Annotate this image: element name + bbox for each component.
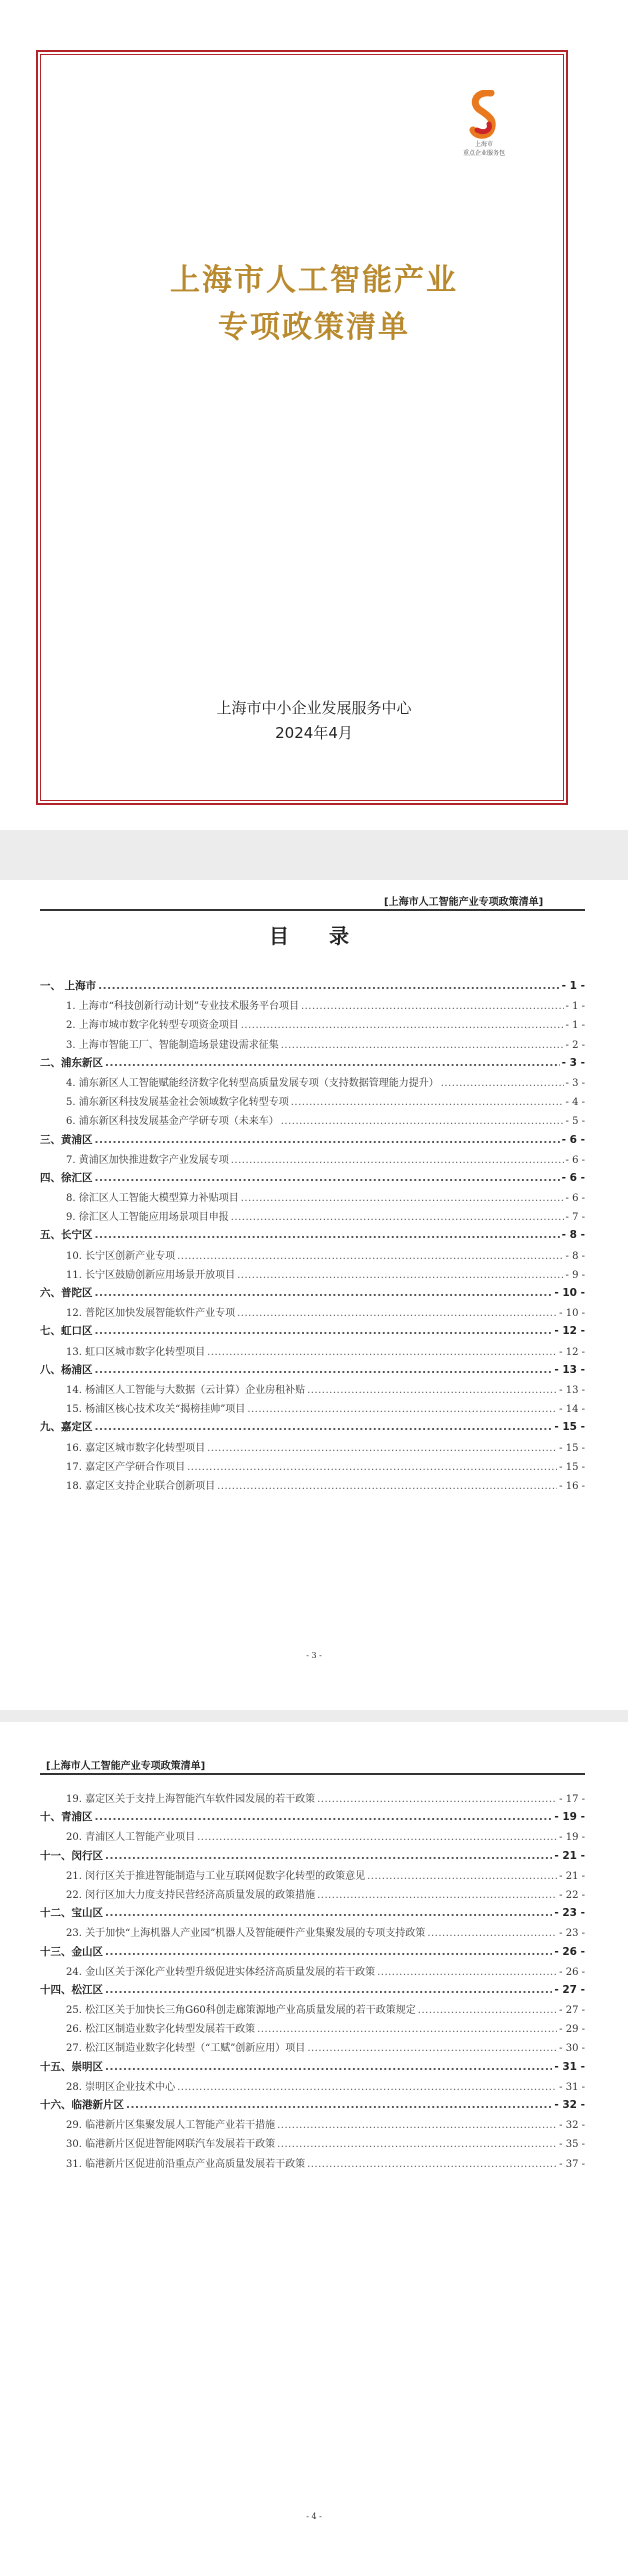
toc-leader-dots: [207, 1347, 557, 1358]
toc-item-entry[interactable]: [40, 1886, 585, 1905]
toc-entry-page: - 23 -: [554, 1907, 585, 1920]
toc-entry-page: - 1 -: [565, 1001, 585, 1013]
toc-entry-label: 17. 嘉定区产学研合作项目: [66, 1461, 186, 1473]
toc-section-entry[interactable]: [40, 1944, 585, 1963]
cover-border-inner: [40, 54, 564, 801]
toc-leader-dots: [231, 1155, 564, 1166]
toc-leader-dots: [177, 2082, 557, 2093]
toc-entry-label: 13. 虹口区城市数字化转型项目: [66, 1346, 206, 1358]
toc-entry-label: 10. 长宁区创新产业专项: [66, 1250, 176, 1262]
toc-leader-dots: [95, 1364, 553, 1376]
toc-leader-dots: [207, 1443, 557, 1454]
toc-entry-label: 5. 浦东新区科技发展基金社会领域数字化转型专项: [66, 1097, 289, 1109]
toc-entry-label: 十六、临港新片区: [40, 2099, 124, 2111]
toc-item-entry[interactable]: [40, 2116, 585, 2135]
toc-item-entry[interactable]: [40, 2039, 585, 2058]
toc-entry-label: 1. 上海市“科技创新行动计划”专业技术服务平台项目: [66, 1001, 299, 1013]
toc-leader-dots: [247, 1404, 557, 1415]
toc-entry-label: 二、浦东新区: [40, 1056, 103, 1069]
toc-entry-page: - 2 -: [565, 1039, 585, 1051]
toc-entry-page: - 7 -: [565, 1212, 585, 1224]
toc-entry-label: 19. 嘉定区关于支持上海智能汽车软件园发展的若干政策: [66, 1794, 316, 1805]
toc-entry-page: - 3 -: [561, 1056, 585, 1069]
toc-section-entry[interactable]: [40, 2059, 585, 2078]
header-rule: [40, 1773, 585, 1775]
toc-entry-page: - 9 -: [565, 1269, 585, 1281]
toc-item-entry[interactable]: [40, 1016, 585, 1035]
toc-entry-page: - 3 -: [565, 1077, 585, 1089]
toc-entry-label: 31. 临港新片区促进前沿重点产业高质量发展若干政策: [66, 2158, 306, 2170]
toc-leader-dots: [317, 1794, 557, 1805]
toc-item-entry[interactable]: [40, 1074, 585, 1093]
toc-leader-dots: [418, 2005, 557, 2016]
toc-item-entry[interactable]: [40, 1828, 585, 1847]
toc-entry-label: 十四、松江区: [40, 1983, 103, 1996]
toc-entry-label: 3. 上海市智能工厂、智能制造场景建设需求征集: [66, 1039, 279, 1051]
toc-section-entry[interactable]: [40, 2097, 585, 2116]
toc-item-entry[interactable]: [40, 1790, 585, 1809]
toc-item-entry[interactable]: [40, 1458, 585, 1477]
toc-entry-page: - 23 -: [559, 1928, 585, 1940]
toc-section-entry[interactable]: [40, 1362, 585, 1381]
toc-item-entry[interactable]: [40, 1400, 585, 1419]
toc-entry-label: 十三、金山区: [40, 1945, 103, 1958]
header-rule: [40, 909, 585, 911]
toc-entry-label: 6. 浦东新区科技发展基金产学研专项（未来车）: [66, 1116, 279, 1128]
toc-entry-label: 八、杨浦区: [40, 1363, 93, 1376]
toc-leader-dots: [95, 1287, 553, 1299]
toc-entry-label: 29. 临港新片区集聚发展人工智能产业若干措施: [66, 2120, 276, 2132]
toc-leader-dots: [98, 980, 560, 992]
toc-item-entry[interactable]: [40, 1189, 585, 1208]
toc-entry-page: - 16 -: [559, 1480, 585, 1492]
toc-leader-dots: [95, 1325, 553, 1337]
toc-item-entry[interactable]: [40, 1247, 585, 1266]
toc-leader-dots: [277, 2120, 557, 2131]
toc-entry-page: - 15 -: [554, 1421, 585, 1434]
toc-section-entry[interactable]: [40, 1132, 585, 1151]
toc-entry-label: 27. 松江区制造业数字化转型（“工赋”创新应用）项目: [66, 2043, 306, 2055]
toc-leader-dots: [95, 1421, 553, 1433]
toc-entry-label: 十一、闵行区: [40, 1849, 103, 1862]
toc-item-entry[interactable]: [40, 1963, 585, 1982]
toc-entry-page: - 6 -: [565, 1193, 585, 1205]
toc-entry-page: - 5 -: [565, 1116, 585, 1128]
toc-entry-label: 8. 徐汇区人工智能大模型算力补贴项目: [66, 1193, 239, 1205]
toc-item-entry[interactable]: [40, 2155, 585, 2174]
toc-list: [40, 1790, 585, 2174]
toc-entry-label: 六、普陀区: [40, 1287, 93, 1299]
toc-entry-page: - 37 -: [559, 2158, 585, 2170]
toc-entry-label: 一、 上海市: [40, 980, 97, 992]
toc-entry-page: - 10 -: [559, 1308, 585, 1320]
toc-entry-page: - 15 -: [559, 1461, 585, 1473]
cover-page: [0, 0, 628, 830]
toc-section-entry[interactable]: [40, 1905, 585, 1924]
toc-leader-dots: [95, 1229, 560, 1241]
toc-leader-dots: [307, 1385, 557, 1396]
toc-leader-dots: [377, 1967, 557, 1978]
toc-entry-label: 2. 上海市城市数字化转型专项资金项目: [66, 1020, 239, 1032]
toc-leader-dots: [427, 1928, 557, 1939]
toc-entry-label: 28. 崇明区企业技术中心: [66, 2081, 176, 2093]
toc-leader-dots: [197, 1832, 557, 1843]
cover-title-line-1: 上海市人工智能产业: [170, 263, 458, 298]
toc-entry-page: - 17 -: [559, 1794, 585, 1805]
logo-line-2: 重点企业服务包: [462, 150, 505, 157]
toc-leader-dots: [237, 1270, 563, 1281]
toc-leader-dots: [95, 1172, 560, 1184]
toc-section-entry[interactable]: [40, 978, 585, 997]
logo-line-1: 上海市: [474, 141, 493, 148]
toc-item-entry[interactable]: [40, 2020, 585, 2039]
toc-leader-dots: [177, 1251, 563, 1262]
toc-leader-dots: [126, 2099, 552, 2111]
toc-entry-label: 21. 闵行区关于推进智能制造与工业互联网促数字化转型的政策意见: [66, 1870, 366, 1882]
toc-leader-dots: [105, 1984, 552, 1996]
toc-entry-label: 16. 嘉定区城市数字化转型项目: [66, 1442, 206, 1454]
page-number: - 4 -: [306, 2512, 322, 2521]
toc-entry-label: 26. 松江区制造业数字化转型发展若干政策: [66, 2024, 256, 2036]
toc-entry-page: - 32 -: [554, 2099, 585, 2111]
toc-item-entry[interactable]: [40, 1924, 585, 1943]
toc-item-entry[interactable]: [40, 1208, 585, 1227]
toc-item-entry[interactable]: [40, 1439, 585, 1458]
toc-entry-page: - 31 -: [554, 2060, 585, 2073]
service-logo: [455, 90, 513, 158]
toc-leader-dots: [301, 1001, 564, 1012]
toc-leader-dots: [231, 1212, 564, 1223]
toc-leader-dots: [187, 1462, 557, 1473]
toc-item-entry[interactable]: [40, 1151, 585, 1170]
toc-section-entry[interactable]: [40, 1227, 585, 1246]
toc-entry-page: - 4 -: [565, 1097, 585, 1109]
toc-entry-page: - 1 -: [565, 1020, 585, 1032]
toc-item-entry[interactable]: [40, 2001, 585, 2020]
toc-section-entry[interactable]: [40, 1170, 585, 1189]
toc-entry-label: 23. 关于加快“上海机器人产业园”机器人及智能硬件产业集聚发展的专项支持政策: [66, 1928, 426, 1940]
toc-item-entry[interactable]: [40, 1304, 585, 1323]
toc-leader-dots: [241, 1020, 564, 1031]
toc-entry-label: 20. 青浦区人工智能产业项目: [66, 1832, 196, 1844]
toc-leader-dots: [105, 1057, 560, 1069]
toc-entry-page: - 32 -: [559, 2120, 585, 2132]
toc-leader-dots: [105, 2061, 552, 2073]
toc-section-entry[interactable]: [40, 1809, 585, 1828]
toc-entry-page: - 22 -: [559, 1889, 585, 1901]
toc-entry-label: 25. 松江区关于加快长三角G60科创走廊策源地产业高质量发展的若干政策规定: [66, 2005, 416, 2017]
toc-entry-page: - 1 -: [561, 980, 585, 992]
toc-entry-label: 九、嘉定区: [40, 1421, 93, 1434]
toc-entry-page: - 12 -: [554, 1325, 585, 1338]
toc-entry-page: - 29 -: [559, 2024, 585, 2036]
toc-section-entry[interactable]: [40, 1982, 585, 2001]
toc-entry-page: - 26 -: [559, 1966, 585, 1978]
toc-section-entry[interactable]: [40, 1848, 585, 1867]
toc-leader-dots: [441, 1078, 564, 1089]
toc-entry-page: - 10 -: [554, 1287, 585, 1299]
toc-entry-page: - 30 -: [559, 2043, 585, 2055]
toc-entry-label: 22. 闵行区加大力度支持民营经济高质量发展的政策措施: [66, 1889, 316, 1901]
toc-item-entry[interactable]: [40, 1867, 585, 1886]
toc-entry-page: - 12 -: [559, 1346, 585, 1358]
toc-leader-dots: [105, 1850, 552, 1862]
toc-entry-label: 十二、宝山区: [40, 1907, 103, 1920]
shanghai-service-logo-icon: [467, 90, 501, 140]
toc-leader-dots: [317, 1890, 557, 1901]
toc-entry-label: 七、虹口区: [40, 1325, 93, 1338]
toc-entry-page: - 13 -: [559, 1384, 585, 1396]
toc-entry-label: 11. 长宁区鼓励创新应用场景开放项目: [66, 1269, 236, 1281]
toc-entry-label: 18. 嘉定区支持企业联合创新项目: [66, 1480, 216, 1492]
toc-item-entry[interactable]: [40, 997, 585, 1016]
toc-entry-page: - 31 -: [559, 2081, 585, 2093]
toc-item-entry[interactable]: [40, 2078, 585, 2097]
toc-entry-label: 十五、崇明区: [40, 2060, 103, 2073]
toc-entry-label: 9. 徐汇区人工智能应用场景项目申报: [66, 1212, 229, 1224]
toc-entry-label: 7. 黄浦区加快推进数字产业发展专项: [66, 1154, 229, 1166]
toc-entry-label: 四、徐汇区: [40, 1171, 93, 1184]
toc-entry-page: - 19 -: [554, 1811, 585, 1824]
toc-entry-label: 三、黄浦区: [40, 1133, 93, 1146]
toc-entry-page: - 6 -: [561, 1133, 585, 1146]
toc-entry-label: 14. 杨浦区人工智能与大数据（云计算）企业房租补贴: [66, 1384, 306, 1396]
toc-entry-page: - 26 -: [554, 1945, 585, 1958]
toc-section-entry[interactable]: [40, 1285, 585, 1304]
toc-entry-page: - 15 -: [559, 1442, 585, 1454]
toc-entry-page: - 13 -: [554, 1363, 585, 1376]
toc-leader-dots: [217, 1481, 557, 1492]
toc-leader-dots: [307, 2159, 557, 2170]
toc-entry-page: - 8 -: [561, 1229, 585, 1242]
toc-leader-dots: [105, 1907, 552, 1919]
toc-item-entry[interactable]: [40, 1343, 585, 1362]
toc-leader-dots: [257, 2024, 557, 2035]
toc-entry-label: 4. 浦东新区人工智能赋能经济数字化转型高质量发展专项（支持数据管理能力提升）: [66, 1077, 439, 1089]
toc-item-entry[interactable]: [40, 1093, 585, 1112]
toc-leader-dots: [281, 1040, 564, 1051]
running-header: [上海市人工智能产业专项政策清单]: [384, 897, 544, 908]
toc-entry-page: - 14 -: [559, 1404, 585, 1416]
toc-section-entry[interactable]: [40, 1323, 585, 1342]
toc-leader-dots: [277, 2139, 557, 2150]
toc-leader-dots: [241, 1193, 564, 1204]
toc-section-entry[interactable]: [40, 1419, 585, 1438]
page-number: - 3 -: [306, 1651, 322, 1660]
cover-date: 2024年4月: [275, 724, 353, 742]
toc-entry-page: - 35 -: [559, 2139, 585, 2151]
toc-leader-dots: [291, 1097, 564, 1108]
running-header: [上海市人工智能产业专项政策清单]: [46, 1761, 206, 1772]
toc-leader-dots: [95, 1811, 553, 1823]
toc-entry-page: - 6 -: [561, 1171, 585, 1184]
cover-title-line-2: 专项政策清单: [218, 310, 410, 345]
toc-item-entry[interactable]: [40, 1266, 585, 1285]
toc-entry-page: - 21 -: [554, 1849, 585, 1862]
toc-entry-page: - 21 -: [559, 1870, 585, 1882]
toc-entry-label: 五、长宁区: [40, 1229, 93, 1242]
toc-entry-label: 12. 普陀区加快发展智能软件产业专项: [66, 1308, 236, 1320]
toc-leader-dots: [307, 2043, 557, 2054]
toc-item-entry[interactable]: [40, 1036, 585, 1055]
toc-entry-page: - 19 -: [559, 1832, 585, 1844]
toc-leader-dots: [105, 1946, 552, 1958]
toc-leader-dots: [95, 1134, 560, 1146]
toc-item-entry[interactable]: [40, 2135, 585, 2154]
cover-organization: 上海市中小企业发展服务中心: [216, 699, 412, 717]
toc-entry-label: 15. 杨浦区核心技术攻关“揭榜挂帅”项目: [66, 1404, 246, 1416]
toc-item-entry[interactable]: [40, 1112, 585, 1131]
toc-entry-label: 30. 临港新片区促进智能网联汽车发展若干政策: [66, 2139, 276, 2151]
toc-section-entry[interactable]: [40, 1055, 585, 1074]
toc-entry-page: - 8 -: [565, 1250, 585, 1262]
toc-entry-page: - 27 -: [554, 1983, 585, 1996]
toc-leader-dots: [281, 1116, 564, 1127]
toc-title: 目 录: [269, 924, 359, 948]
toc-entry-label: 十、青浦区: [40, 1811, 93, 1824]
toc-entry-page: - 6 -: [565, 1154, 585, 1166]
toc-leader-dots: [237, 1308, 557, 1319]
toc-item-entry[interactable]: [40, 1381, 585, 1400]
toc-entry-label: 24. 金山区关于深化产业转型升级促进实体经济高质量发展的若干政策: [66, 1966, 376, 1978]
toc-item-entry[interactable]: [40, 1477, 585, 1496]
toc-list: [40, 978, 585, 1496]
toc-leader-dots: [367, 1871, 557, 1882]
toc-entry-page: - 27 -: [559, 2005, 585, 2017]
